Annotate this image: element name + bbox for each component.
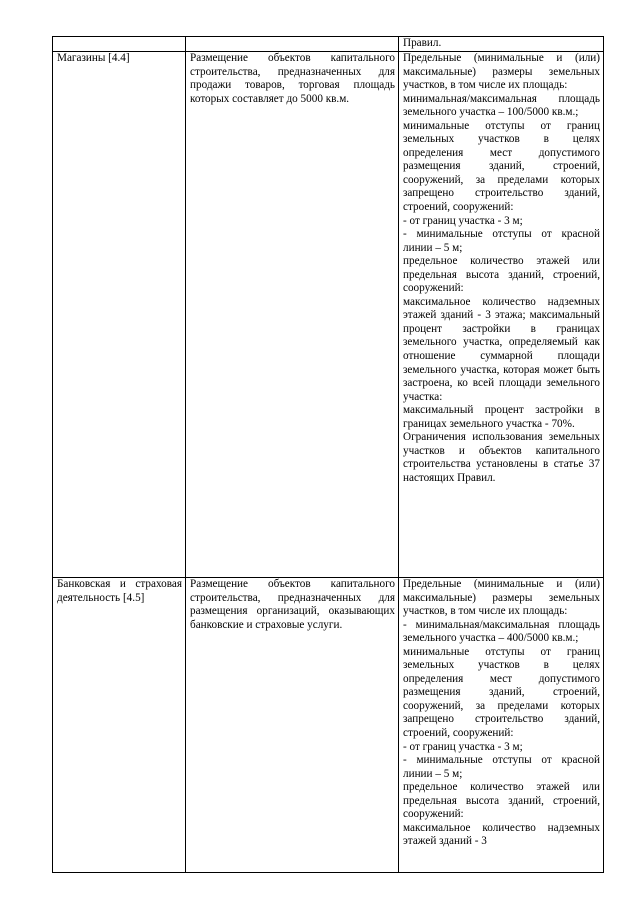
use-name-text: Банковская и страховая деятельность [4.5] <box>57 578 182 604</box>
table-row <box>53 578 604 873</box>
param-line: - минимальные отступы от красной линии – 5 м; <box>403 754 600 780</box>
param-line: - от границ участка - 3 м; <box>403 740 523 753</box>
land-use-table <box>52 36 604 873</box>
table-row <box>53 52 604 578</box>
param-line: - от границ участка - 3 м; <box>403 214 523 227</box>
param-line: минимальные отступы от границ земельных участков в целях определения мест допустимого размещения зданий, строений, сооружений, за пределами которых запрещено строительство зданий, строений, сооружений: <box>403 645 600 740</box>
param-line: Предельные (минимальные и (или) максимальные) размеры земельных участков, в том числе их площадь: <box>403 578 600 618</box>
param-line: предельное количество этажей или предельная высота зданий, строений, сооружений: <box>403 781 600 821</box>
use-params-cell <box>399 578 604 873</box>
use-name-cell <box>53 37 186 52</box>
use-params-cell <box>399 37 604 52</box>
param-line: максимальное количество надземных этажей зданий - 3 <box>403 821 600 848</box>
table-row <box>53 37 604 52</box>
use-description-cell: Размещение объектов капитального строительства, предназначенных для продажи товаров, торговая площадь которых составляет до 5000 кв.м. <box>186 52 399 578</box>
use-params-cell <box>399 52 604 578</box>
param-line: минимальные отступы от границ земельных участков в целях определения мест допустимого размещения зданий, строений, сооружений, за пределами которых запрещено строительство зданий, строений, сооружений: <box>403 119 600 214</box>
param-line: - минимальные отступы от красной линии – 5 м; <box>403 228 600 254</box>
param-line: максимальный процент застройки в границах земельного участка - 70%. <box>403 404 600 430</box>
param-line: Ограничения использования земельных участков и объектов капитального строительства установлены в статье 37 настоящих Правил. <box>403 431 600 484</box>
param-line: максимальное количество надземных этажей зданий - 3 этажа; максимальный процент застройки в границах земельного участка, определяемый как отношение суммарной площади земельного участка, которая может быть застроена, ко всей площади земельного участка: <box>403 295 600 403</box>
use-name-cell <box>53 578 186 873</box>
param-line: Правил. <box>403 37 442 49</box>
use-name-cell: Магазины [4.4] <box>53 52 186 578</box>
param-line: Предельные (минимальные и (или) максимальные) размеры земельных участков, в том числе их площадь: <box>403 52 600 92</box>
use-description-cell: Размещение объектов капитального строительства, предназначенных для размещения организаций, оказывающих банковские и страховые услуги. <box>186 578 399 873</box>
param-line: минимальная/максимальная площадь земельного участка – 100/5000 кв.м.; <box>403 92 600 119</box>
param-line: предельное количество этажей или предельная высота зданий, строений, сооружений: <box>403 255 600 295</box>
param-line: - минимальная/максимальная площадь земельного участка – 400/5000 кв.м.; <box>403 618 600 645</box>
use-description-cell <box>186 37 399 52</box>
